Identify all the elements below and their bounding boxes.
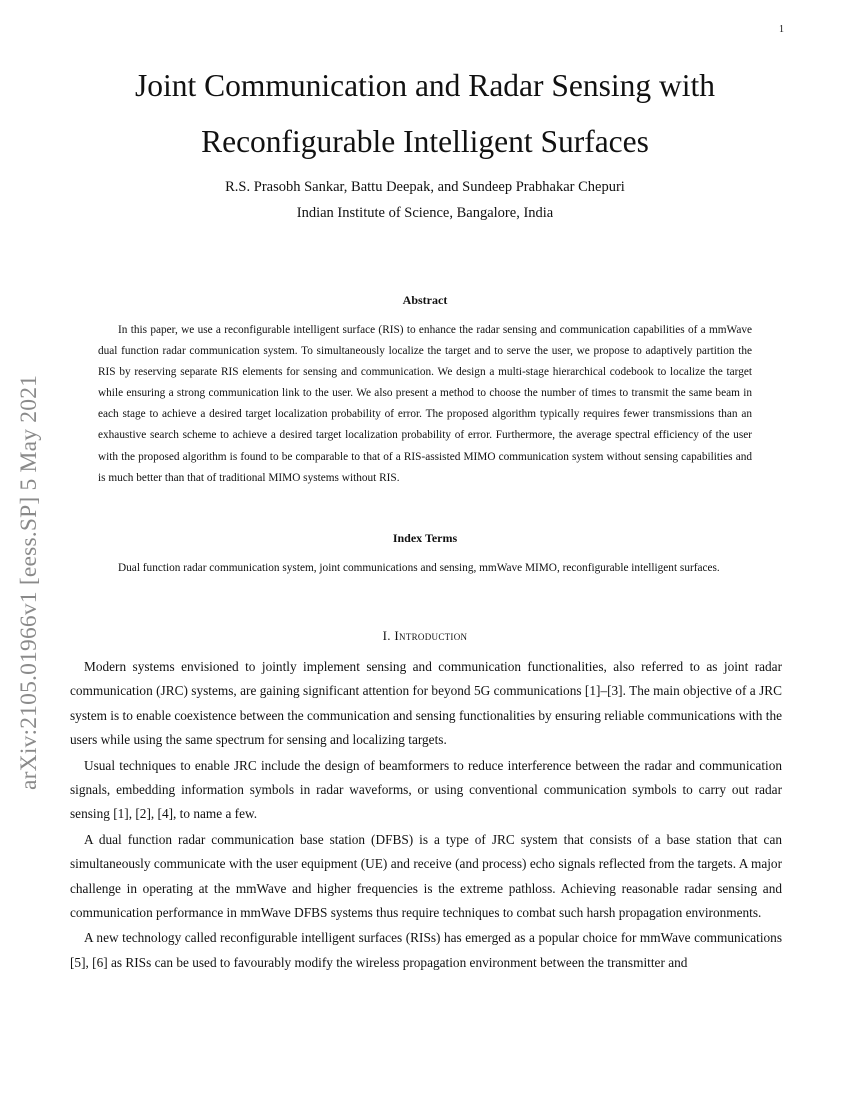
section-title: Introduction	[394, 628, 468, 643]
intro-paragraph-4: A new technology called reconfigurable intelligent surfaces (RISs) has emerged as a popular choice for mmWave communications [5], [6] as RISs can be used to favourably modify the wireless propagation environment between the transmitter and	[70, 930, 782, 970]
author-list: R.S. Prasobh Sankar, Battu Deepak, and Sundeep Prabhakar Chepuri	[225, 179, 625, 195]
abstract-text: In this paper, we use a reconfigurable intelligent surface (RIS) to enhance the radar sensing and communication capabilities of a mmWave dual function radar communication system. To simultaneously localize the target and to serve the user, we propose to adaptively partition the RIS by reserving separate RIS elements for sensing and communication. We design a multi-stage hierarchical codebook to localize the target while ensuring a strong communication link to the user. We also present a method to choose the number of times to transmit the same beam in each stage to achieve a desired target localization probability of error. The proposed algorithm typically requires fewer transmissions than an exhaustive search scheme to achieve a desired target localization probability of error. Furthermore, the average spectral efficiency of the user with the proposed algorithm is found to be comparable to that of a RIS-assisted MIMO communication system without sensing capabilities and is much better than that of traditional MIMO systems without RIS.	[98, 324, 752, 484]
title-line-1: Joint Communication and Radar Sensing with	[134, 68, 716, 103]
abstract-heading: Abstract	[402, 293, 448, 307]
page-number: 1	[779, 24, 784, 35]
index-terms-heading: Index Terms	[392, 531, 458, 545]
intro-paragraph-3: A dual function radar communication base station (DFBS) is a type of JRC system that consists of a base station that can simultaneously communicate with the user equipment (UE) and receive (and process) echo signals reflected from the targets. A major challenge in operating at the mmWave and higher frequencies is the extreme pathloss. Achieving reasonable radar sensing and communication performance in mmWave DFBS systems thus require techniques to combat such harsh propagation environments.	[70, 831, 782, 921]
introduction-heading	[70, 628, 780, 644]
introduction-body	[70, 655, 782, 976]
arxiv-identifier-stamp: arXiv:2105.01966v1 [eess.SP] 5 May 2021	[16, 374, 42, 790]
index-terms-text: Dual function radar communication system, joint communications and sensing, mmWave MIMO, reconfigurable intelligent surfaces.	[118, 562, 720, 574]
title-line-2: Reconfigurable Intelligent Surfaces	[201, 124, 649, 159]
intro-paragraph-2: Usual techniques to enable JRC include the design of beamformers to reduce interference between the radar and communication signals, embedding information symbols in radar waveforms, or using conventional communication symbols to carry out radar sensing [1], [2], [4], to name a few.	[70, 757, 782, 822]
affiliation: Indian Institute of Science, Bangalore, India	[296, 205, 554, 221]
paper-title	[70, 58, 780, 170]
intro-paragraph-1: Modern systems envisioned to jointly implement sensing and communication functionalities, also referred to as joint radar communication (JRC) systems, are gaining significant attention for beyond 5G communications [1]–[3]. The main objective of a JRC system is to enable coexistence between the communication and sensing functionalities by ensuring reliable communications with the users while using the same spectrum for sensing and localizing targets.	[70, 659, 782, 748]
section-number: I.	[382, 628, 391, 643]
